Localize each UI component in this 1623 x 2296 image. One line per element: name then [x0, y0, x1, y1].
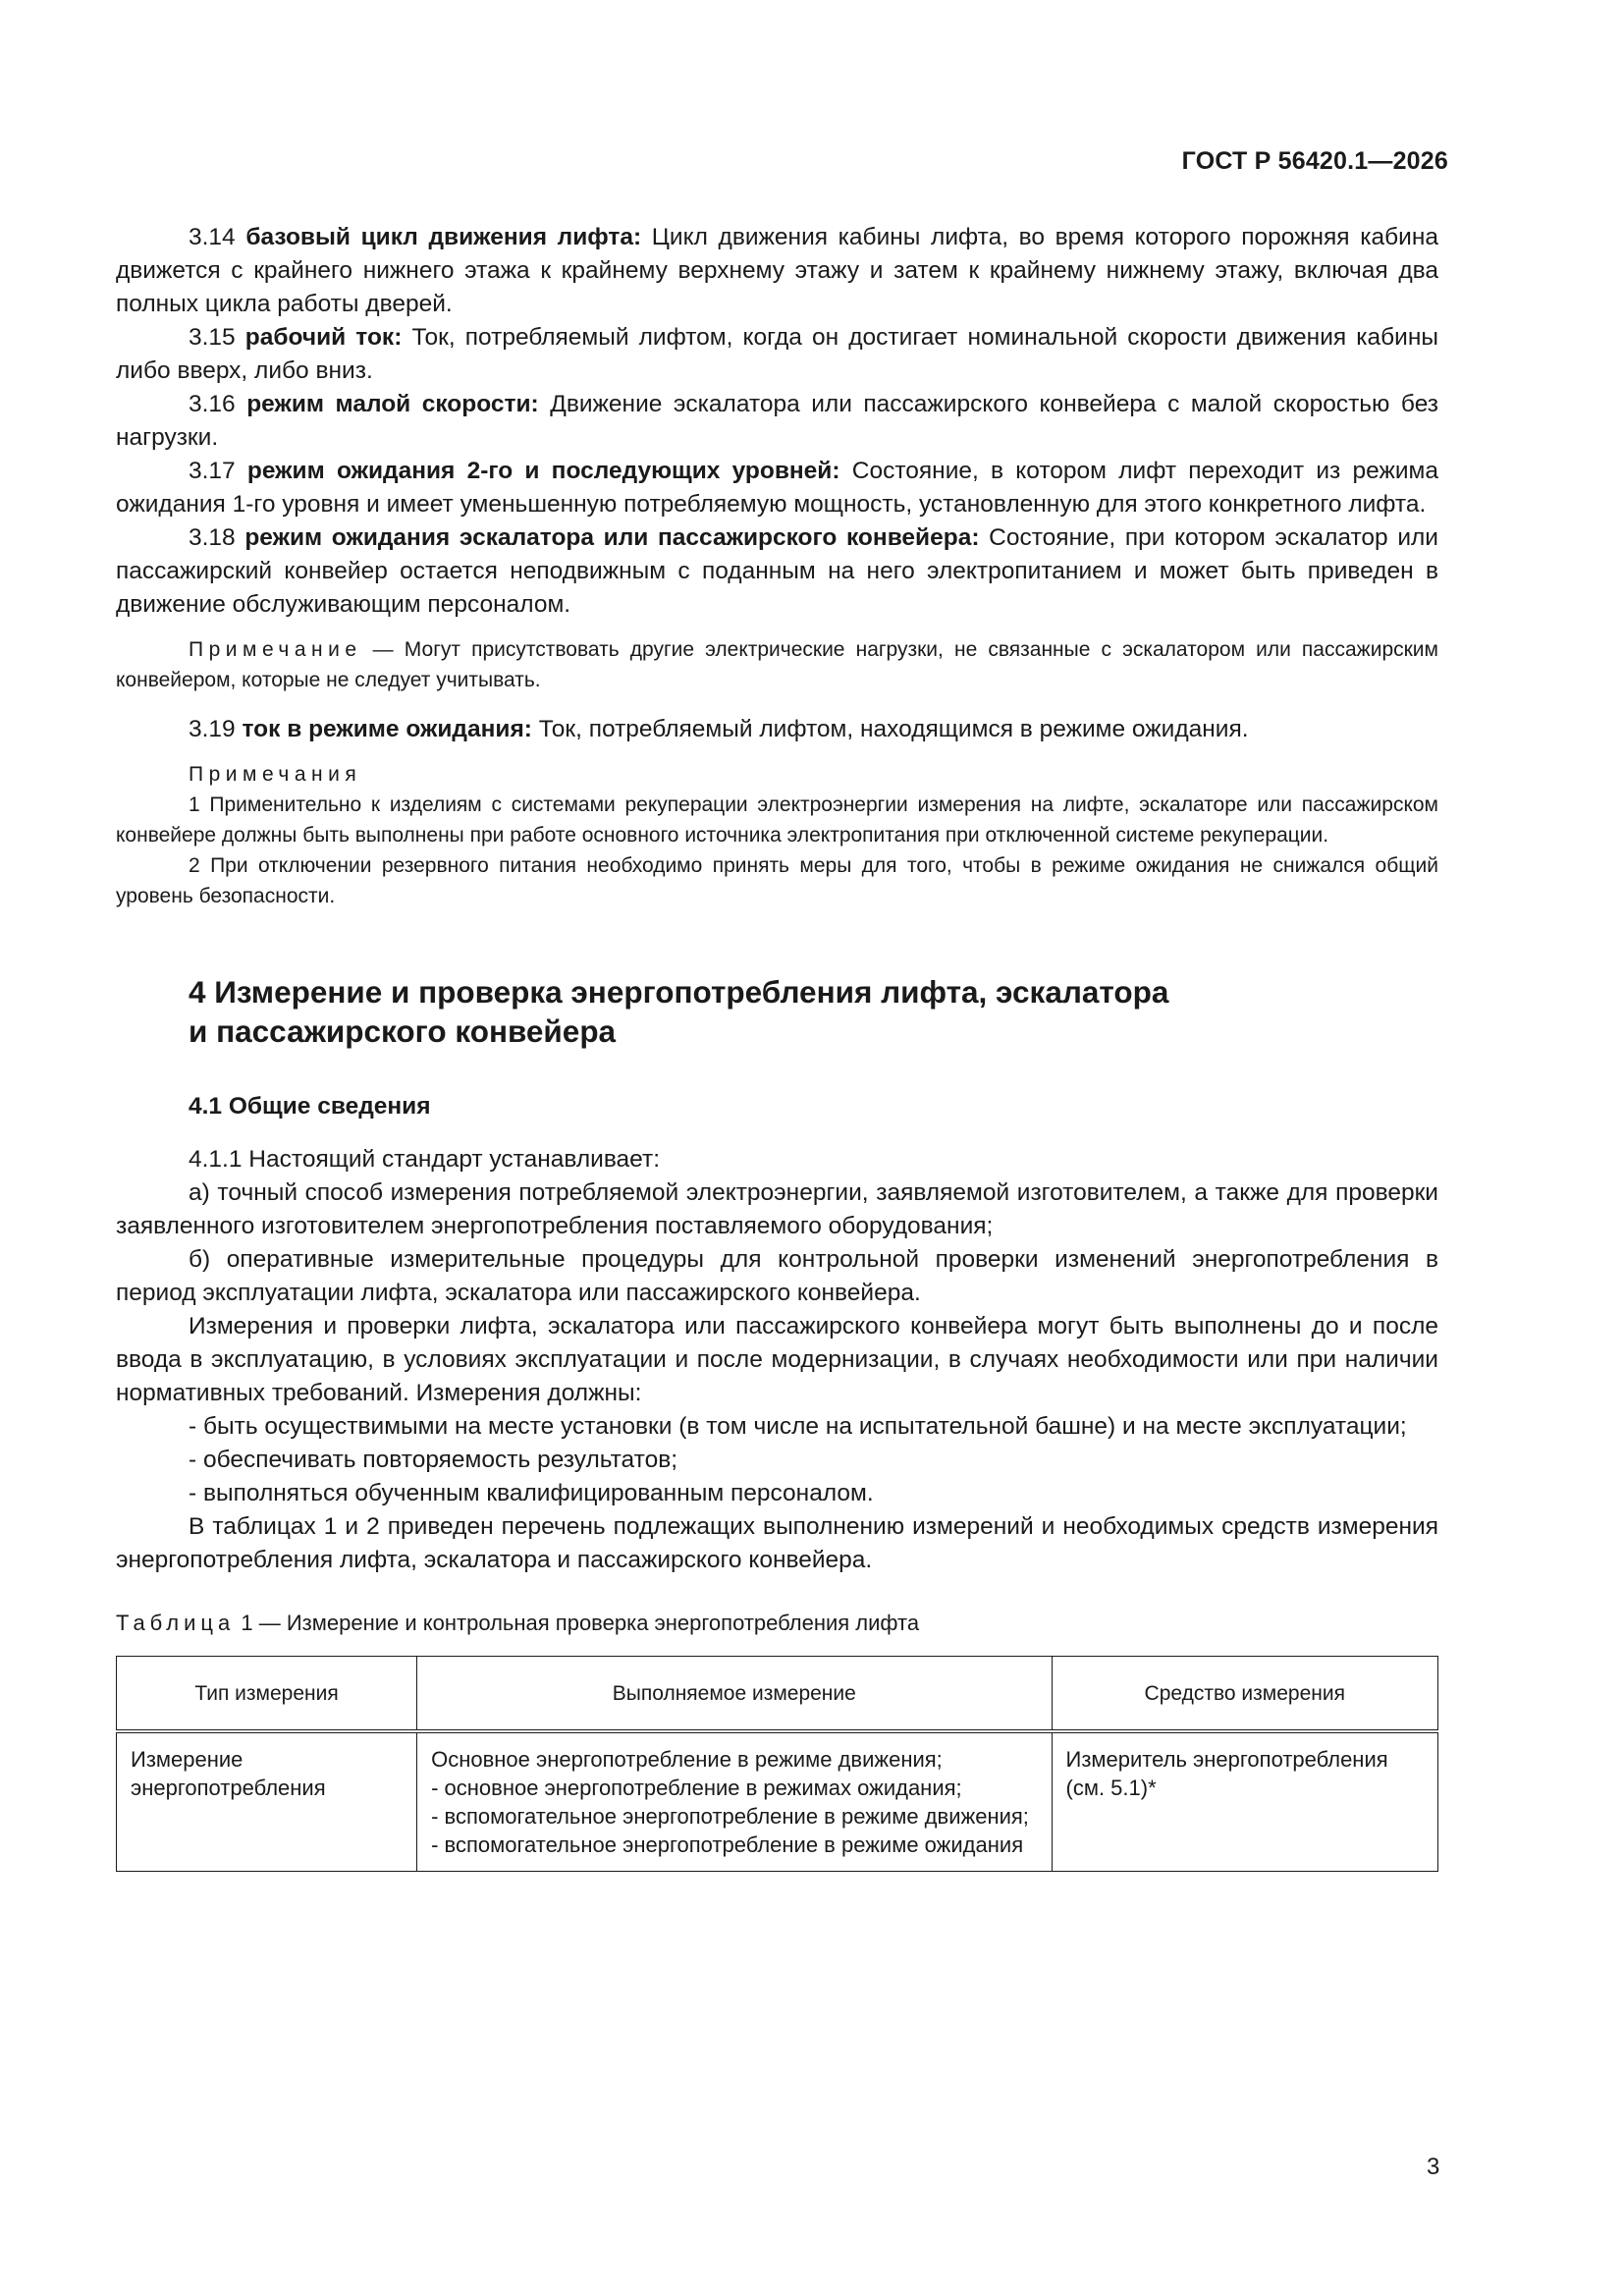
bullet-item: - обеспечивать повторяемость результатов; — [189, 1447, 678, 1473]
definition-term: режим малой скорости: — [246, 391, 539, 417]
header-cell-instrument: Средство измерения — [1052, 1657, 1438, 1732]
definition-number: 3.14 — [189, 224, 236, 250]
measurement-item: - вспомогательное энергопотребление в режиме ожидания — [431, 1832, 1024, 1857]
cell-instrument: Измеритель энергопотребления (см. 5.1)* — [1052, 1731, 1438, 1872]
subsection-4-1-title: 4.1 Общие сведения — [189, 1093, 431, 1120]
definition-term: рабочий ток: — [244, 324, 403, 351]
measurement-item: Основное энергопотребление в режиме движения; — [431, 1747, 943, 1772]
paragraph-tables: В таблицах 1 и 2 приведен перечень подлежащих выполнению измерений и необходимых средств измерения энергопотребления лифта, эскалатора и пассажирского конвейера. — [116, 1513, 1438, 1573]
definition-number: 3.18 — [189, 524, 236, 551]
definition-text: Состояние, в котором лифт переходит из режима ожидания 1-го уровня и имеет уменьшенную потребляемую мощность, установленную для этого конкретного лифта. — [116, 458, 1438, 518]
note-item: 1 Применительно к изделиям с системами рекуперации электроэнергии измерения на лифте, эскалаторе или пассажирском конвейере должны быть выполнены при работе основного источника электропитания при отключенной системе рекуперации. — [116, 793, 1438, 847]
notes-label: Примечания — [189, 763, 362, 786]
definition-3-16 — [116, 388, 1438, 455]
paragraph-item-b: б) оперативные измерительные процедуры для контрольной проверки изменений энергопотребления в период эксплуатации лифта, эскалатора или пассажирского конвейера. — [116, 1246, 1438, 1306]
bullet-item: - быть осуществимыми на месте установки (в том числе на испытательной башне) и на месте эксплуатации; — [189, 1413, 1407, 1440]
definition-number: 3.15 — [189, 324, 236, 351]
cell-measurements — [417, 1731, 1052, 1872]
header-cell-type: Тип измерения — [117, 1657, 417, 1732]
table-1-caption — [116, 1609, 1438, 1638]
bullet-item: - выполняться обученным квалифицированным персоналом. — [189, 1480, 874, 1506]
definition-term: режим ожидания 2-го и последующих уровней: — [246, 458, 840, 484]
definition-text: Ток, потребляемый лифтом, находящимся в режиме ожидания. — [538, 716, 1249, 742]
definition-3-15 — [116, 321, 1438, 388]
definition-3-19 — [116, 713, 1438, 746]
page-content — [116, 221, 1438, 1872]
table-header-row — [117, 1657, 1438, 1732]
cell-measurement-type: Измерение энергопотребления — [117, 1731, 417, 1872]
page-number: 3 — [1427, 2154, 1440, 2180]
definition-text: Движение эскалатора или пассажирского конвейера с малой скоростью без нагрузки. — [116, 391, 1439, 451]
definition-text: Состояние, при котором эскалатор или пассажирский конвейер остается неподвижным с поданным на него электропитанием и может быть приведен в движение обслуживающим персоналом. — [116, 524, 1438, 618]
definition-number: 3.19 — [189, 716, 236, 742]
section-4-title: 4 Измерение и проверка энергопотребления лифта, эскалатора и пассажирского конвейера — [189, 974, 1169, 1049]
measurement-item: - вспомогательное энергопотребление в режиме движения; — [431, 1804, 1029, 1829]
header-cell-measurement: Выполняемое измерение — [417, 1657, 1052, 1732]
definition-number: 3.16 — [189, 391, 236, 417]
paragraph-4-1-1: 4.1.1 Настоящий стандарт устанавливает: — [189, 1146, 661, 1173]
definition-term: ток в режиме ожидания: — [242, 716, 532, 742]
paragraph-item-a: а) точный способ измерения потребляемой электроэнергии, заявляемой изготовителем, а также для проверки заявленного изготовителем энергопотребления поставляемого оборудования; — [116, 1179, 1438, 1239]
definition-term: базовый цикл движения лифта: — [245, 224, 642, 250]
measurement-item: - основное энергопотребление в режимах ожидания; — [431, 1776, 962, 1800]
definition-number: 3.17 — [189, 458, 236, 484]
definition-3-18 — [116, 521, 1438, 622]
definition-3-14 — [116, 221, 1438, 321]
note-3-18 — [116, 634, 1438, 695]
note-label: Примечание — [189, 638, 362, 661]
definition-term: режим ожидания эскалатора или пассажирского конвейера: — [244, 524, 980, 551]
note-text: — Могут присутствовать другие электрические нагрузки, не связанные с эскалатором или пассажирским конвейером, которые не следует учитывать. — [116, 638, 1438, 691]
definition-3-17 — [116, 455, 1438, 521]
paragraph-measurements: Измерения и проверки лифта, эскалатора или пассажирского конвейера могут быть выполнены до и после ввода в эксплуатацию, в условиях эксплуатации и после модернизации, в случаях необходимости или при наличии нормативных требований. Измерения должны: — [116, 1313, 1438, 1406]
document-code: ГОСТ Р 56420.1—2026 — [1181, 147, 1448, 175]
definition-text: Ток, потребляемый лифтом, когда он достигает номинальной скорости движения кабины либо вверх, либо вниз. — [116, 324, 1438, 384]
notes-3-19 — [116, 759, 1438, 911]
definition-text: Цикл движения кабины лифта, во время которого порожняя кабина движется с крайнего нижнего этажа к крайнему верхнему этажу и затем к крайнему нижнему этажу, включая два полных цикла работы дверей. — [116, 224, 1438, 317]
table-1 — [116, 1656, 1438, 1872]
table-caption-text: 1 — Измерение и контрольная проверка энергопотребления лифта — [241, 1611, 920, 1635]
table-row — [117, 1731, 1438, 1872]
table-caption-label: Таблица — [116, 1611, 236, 1635]
note-item: 2 При отключении резервного питания необходимо принять меры для того, чтобы в режиме ожидания не снижался общий уровень безопасности. — [116, 854, 1438, 907]
